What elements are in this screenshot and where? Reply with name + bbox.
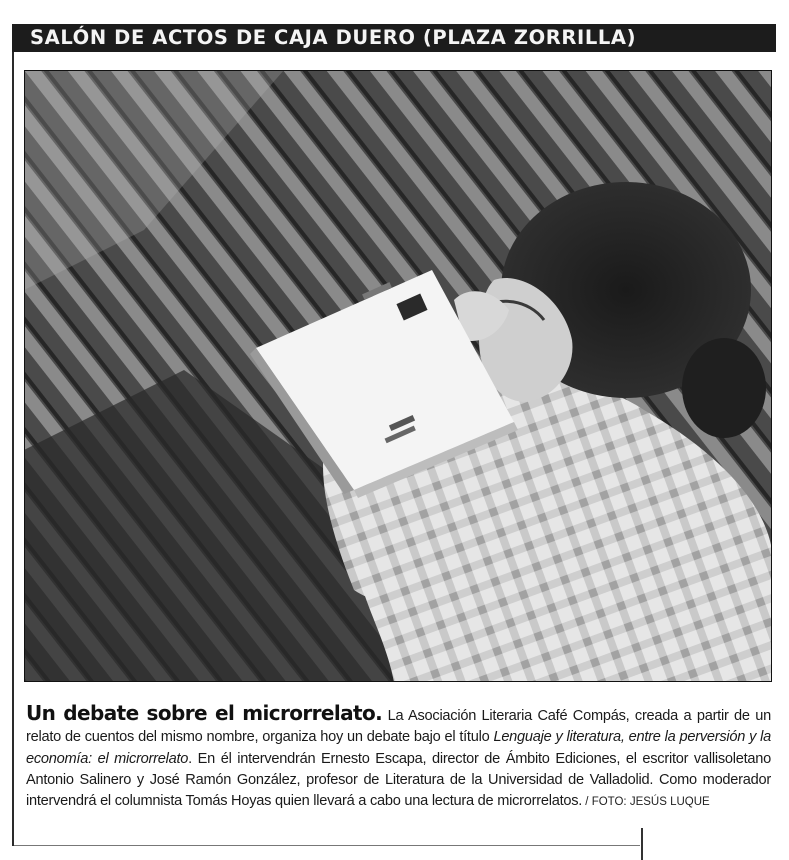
bottom-rule (14, 845, 640, 846)
photo-caption (26, 703, 771, 813)
caption-event-title: Lenguaje y literatura, entre la perversión y la economía: el microrrelato (26, 729, 771, 767)
photo-illustration (24, 70, 772, 682)
caption-text-part-2: . En él intervendrán Ernesto Escapa, director de Ámbito Ediciones, el escritor vallisoletano Antonio Salinero y José Ramón González, profesor de Literatura de la Universidad de Valladolid. Como moderador intervendrá el columnista Tomás Hoyas quien llevará a cabo una lectura de microrrelatos. (26, 750, 771, 810)
caption-headline: Un debate sobre el microrrelato. (26, 701, 383, 725)
section-header-title: SALÓN DE ACTOS DE CAJA DUERO (PLAZA ZORRILLA) (30, 26, 637, 49)
news-photo (24, 70, 772, 682)
caption-text-part-1: La Asociación Literaria Café Compás, creada a partir de un relato de cuentos del mismo nombre, organiza hoy un debate bajo el título (26, 708, 771, 746)
column-divider-rule (641, 828, 643, 860)
left-column-rule (12, 52, 14, 846)
section-header-bar (12, 24, 776, 52)
photo-credit: / FOTO: JESÚS LUQUE (582, 796, 710, 809)
